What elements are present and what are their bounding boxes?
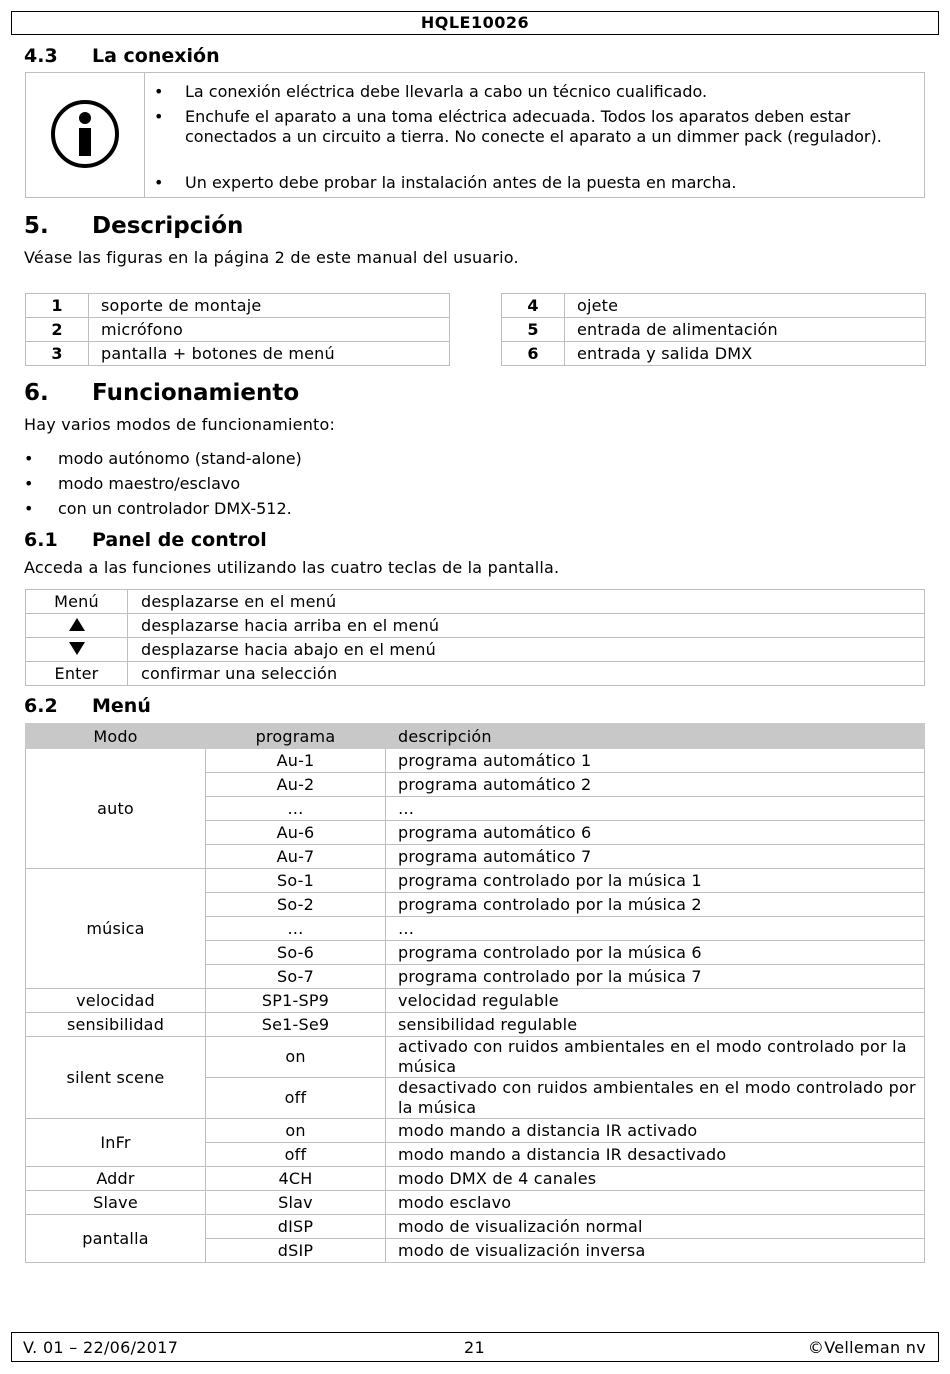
description-intro: Véase las figuras en la página 2 de este manual del usuario.: [24, 248, 519, 267]
program-cell: dISP: [206, 1215, 386, 1239]
program-cell: on: [206, 1119, 386, 1143]
mode-cell: pantalla: [26, 1215, 206, 1263]
table-row: [26, 1191, 925, 1215]
program-cell: Au-1: [206, 749, 386, 773]
section-number: 6.1: [24, 529, 58, 551]
table-row: Enter confirmar una selección: [26, 662, 925, 686]
mode-cell: InFr: [26, 1119, 206, 1167]
table-row: [26, 1215, 925, 1239]
description-cell: desactivado con ruidos ambientales en el modo controlado por la música: [386, 1078, 925, 1119]
section-title: Menú: [92, 695, 151, 717]
section-number: 6.: [24, 380, 49, 406]
description-cell: sensibilidad regulable: [386, 1013, 925, 1037]
description-cell: programa controlado por la música 2: [386, 893, 925, 917]
page-footer: [11, 1332, 939, 1362]
menu-table: [25, 723, 925, 1263]
control-panel-table: [25, 589, 925, 686]
section-number: 4.3: [24, 45, 58, 67]
program-cell: on: [206, 1037, 386, 1078]
info-icon: [50, 99, 120, 169]
description-cell: modo de visualización inversa: [386, 1239, 925, 1263]
program-cell: off: [206, 1078, 386, 1119]
table-row: 4 ojete: [502, 294, 926, 318]
section-title: La conexión: [92, 45, 220, 67]
description-cell: programa automático 6: [386, 821, 925, 845]
description-cell: modo mando a distancia IR desactivado: [386, 1143, 925, 1167]
description-cell: programa automático 1: [386, 749, 925, 773]
program-cell: Au-2: [206, 773, 386, 797]
program-cell: …: [206, 797, 386, 821]
section-number: 5.: [24, 213, 49, 239]
up-arrow-icon: [69, 618, 85, 631]
mode-cell: auto: [26, 749, 206, 869]
table-row: [26, 869, 925, 893]
table-row: 2 micrófono: [26, 318, 450, 342]
down-arrow-icon: [69, 642, 85, 655]
table-row: 5 entrada de alimentación: [502, 318, 926, 342]
column-header: programa: [206, 724, 386, 749]
table-row: [26, 989, 925, 1013]
table-row: 1 soporte de montaje: [26, 294, 450, 318]
table-row: [26, 1037, 925, 1078]
table-row: [26, 749, 925, 773]
section-heading-4-3: [24, 45, 220, 67]
description-cell: modo esclavo: [386, 1191, 925, 1215]
page-header: HQLE10026: [11, 11, 939, 35]
footer-version: V. 01 – 22/06/2017: [23, 1338, 179, 1357]
description-cell: modo DMX de 4 canales: [386, 1167, 925, 1191]
section-heading-6: [24, 380, 299, 406]
section-heading-5: [24, 213, 243, 239]
section-title: Descripción: [92, 213, 244, 239]
description-cell: modo mando a distancia IR activado: [386, 1119, 925, 1143]
mode-cell: velocidad: [26, 989, 206, 1013]
description-cell: programa automático 7: [386, 845, 925, 869]
table-header-row: [26, 724, 925, 749]
mode-cell: silent scene: [26, 1037, 206, 1119]
table-row: Menú desplazarse en el menú: [26, 590, 925, 614]
section-heading-6-2: [24, 695, 151, 717]
program-cell: So-1: [206, 869, 386, 893]
description-cell: modo de visualización normal: [386, 1215, 925, 1239]
mode-cell: sensibilidad: [26, 1013, 206, 1037]
program-cell: dSIP: [206, 1239, 386, 1263]
program-cell: So-7: [206, 965, 386, 989]
table-row: [26, 1119, 925, 1143]
description-cell: …: [386, 917, 925, 941]
section-title: Funcionamiento: [92, 380, 300, 406]
section-heading-6-1: [24, 529, 267, 551]
program-cell: SP1-SP9: [206, 989, 386, 1013]
program-cell: So-6: [206, 941, 386, 965]
mode-cell: música: [26, 869, 206, 989]
description-cell: programa controlado por la música 7: [386, 965, 925, 989]
section-title: Panel de control: [92, 529, 267, 551]
operation-intro: Hay varios modos de funcionamiento:: [24, 415, 336, 434]
table-row: [26, 1167, 925, 1191]
table-row: 6 entrada y salida DMX: [502, 342, 926, 366]
parts-table-left: [25, 293, 450, 366]
program-cell: Slav: [206, 1191, 386, 1215]
table-row: 3 pantalla + botones de menú: [26, 342, 450, 366]
column-header: Modo: [26, 724, 206, 749]
mode-cell: Slave: [26, 1191, 206, 1215]
mode-cell: Addr: [26, 1167, 206, 1191]
program-cell: Au-6: [206, 821, 386, 845]
section-number: 6.2: [24, 695, 58, 717]
program-cell: Au-7: [206, 845, 386, 869]
table-row: desplazarse hacia abajo en el menú: [26, 638, 925, 662]
program-cell: off: [206, 1143, 386, 1167]
footer-copyright: ©Velleman nv: [807, 1338, 926, 1357]
description-cell: programa automático 2: [386, 773, 925, 797]
description-cell: activado con ruidos ambientales en el modo controlado por la música: [386, 1037, 925, 1078]
description-cell: velocidad regulable: [386, 989, 925, 1013]
program-cell: …: [206, 917, 386, 941]
column-header: descripción: [386, 724, 925, 749]
description-cell: programa controlado por la música 6: [386, 941, 925, 965]
description-cell: …: [386, 797, 925, 821]
table-row: [26, 1013, 925, 1037]
program-cell: 4CH: [206, 1167, 386, 1191]
program-cell: So-2: [206, 893, 386, 917]
control-panel-intro: Acceda a las funciones utilizando las cuatro teclas de la pantalla.: [24, 558, 560, 577]
parts-table-right: [501, 293, 926, 366]
program-cell: Se1-Se9: [206, 1013, 386, 1037]
page-number: 21: [464, 1338, 485, 1357]
table-row: desplazarse hacia arriba en el menú: [26, 614, 925, 638]
description-cell: programa controlado por la música 1: [386, 869, 925, 893]
